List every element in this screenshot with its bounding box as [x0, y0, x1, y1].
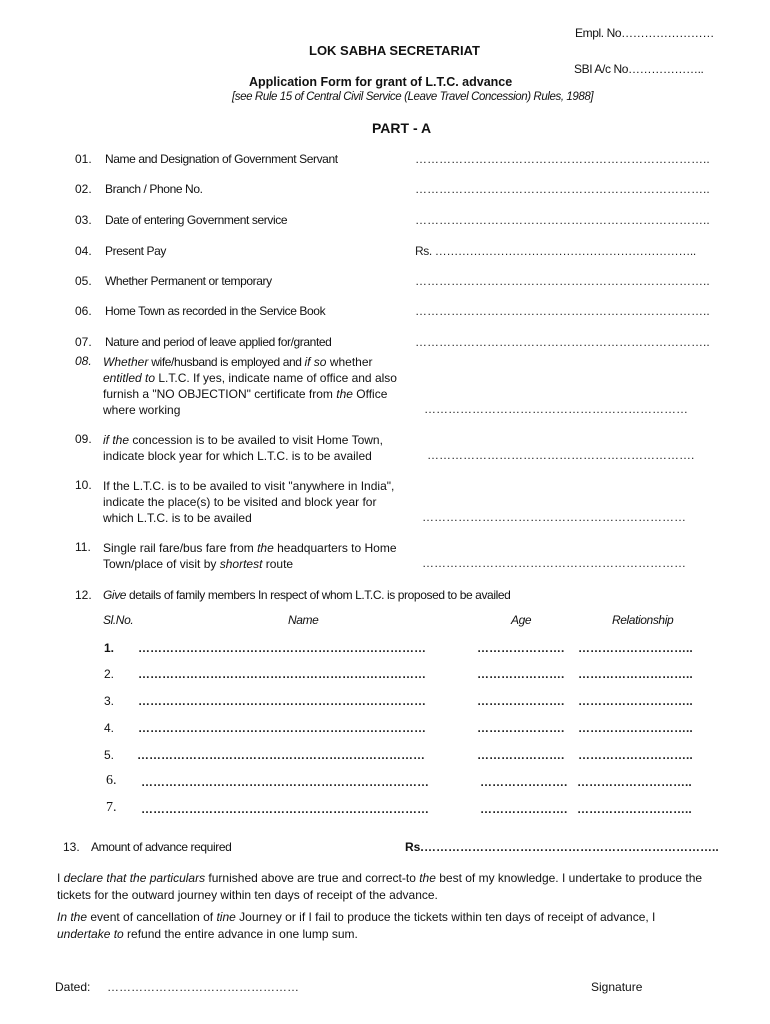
row-slno: 4. — [104, 721, 115, 735]
item-number: 10. — [75, 478, 92, 492]
item-label: Whether Permanent or temporary — [105, 274, 272, 288]
row-relationship-fill[interactable]: ……………………….. — [578, 748, 693, 762]
item-label: if the concession is to be availed to visit Home Town, indicate block year for which L.T.C. is to be availed — [103, 433, 383, 463]
item-fill-line[interactable]: ………………………………………………………… — [422, 556, 686, 570]
empl-no-field: Empl. No…………………… — [575, 26, 714, 40]
column-header-relationship: Relationship — [612, 613, 674, 627]
item-number: 12. — [75, 588, 92, 602]
sbi-account-field: SBI A/c No……………….. — [574, 62, 704, 76]
item-number: 01. — [75, 152, 92, 166]
item-number: 02. — [75, 182, 92, 196]
row-slno: 5. — [104, 748, 115, 762]
row-age-fill[interactable]: …………………. — [477, 721, 565, 735]
item-label: Date of entering Government service — [105, 213, 288, 227]
item-fill-line[interactable]: …………………………………………………………. — [427, 448, 695, 462]
row-name-fill[interactable]: ……………………………………………………………… — [138, 667, 426, 681]
row-name-fill[interactable]: ……………………………………………………………… — [141, 775, 429, 789]
form-title: Application Form for grant of L.T.C. advance — [249, 75, 513, 89]
item-fill-line[interactable]: ……………………………………………………………….. — [415, 304, 710, 318]
column-header-age: Age — [511, 613, 532, 627]
row-slno: 2. — [104, 667, 115, 681]
row-name-fill[interactable]: ……………………………………………………………… — [138, 641, 426, 655]
row-age-fill[interactable]: …………………. — [477, 641, 565, 655]
row-name-fill[interactable]: ……………………………………………………………… — [138, 694, 426, 708]
item-fill-line[interactable]: ………………………………………………………… — [424, 402, 688, 416]
signature-label: Signature — [591, 980, 643, 994]
organization-name: LOK SABHA SECRETARIAT — [309, 43, 480, 58]
declaration-paragraph: I declare that the particulars furnished above are true and correct-to the best of my knowledge. I undertake to produce the tickets for the outward journey within ten days of receipt of the advance. — [57, 871, 703, 902]
row-relationship-fill[interactable]: ……………………….. — [578, 641, 693, 655]
dated-label: Dated: — [55, 980, 91, 994]
dated-fill-line[interactable]: ………………………………………… — [107, 980, 299, 994]
item-number: 03. — [75, 213, 92, 227]
item-number: 11. — [75, 540, 91, 554]
item-label: Single rail fare/bus fare from the headquarters to Home Town/place of visit by shortest route — [103, 541, 397, 571]
item-number: 09. — [75, 432, 92, 446]
item-label: Name and Designation of Government Servant — [105, 152, 338, 166]
item-label: Give details of family members In respect of whom L.T.C. is proposed to be availed — [103, 588, 511, 602]
row-relationship-fill[interactable]: ……………………….. — [578, 694, 693, 708]
row-slno: 6. — [106, 773, 117, 788]
item-label: Branch / Phone No. — [105, 182, 203, 196]
amount-currency: Rs. — [405, 840, 424, 854]
column-header-name: Name — [288, 613, 319, 627]
row-age-fill[interactable]: …………………. — [480, 775, 568, 789]
rule-reference: [see Rule 15 of Central Civil Service (Leave Travel Concession) Rules, 1988] — [232, 91, 594, 103]
item-number: 13. — [63, 840, 80, 854]
item-fill-line[interactable]: ……………………………………………………………….. — [415, 182, 710, 196]
item-number: 05. — [75, 274, 92, 288]
item-fill-line[interactable]: ………………………………………………………… — [422, 510, 686, 524]
item-fill-line[interactable]: ……………………………………………………………….. — [415, 274, 710, 288]
row-relationship-fill[interactable]: ……………………….. — [577, 802, 692, 816]
item-fill-line[interactable]: ……………………………………………………………….. — [415, 213, 710, 227]
part-heading: PART - A — [372, 120, 432, 136]
row-slno: 1. — [104, 641, 115, 655]
undertaking-paragraph: In the event of cancellation of tine Journey or if I fail to produce the tickets within ten days of receipt of advance, I undertake to refund the entire advance in one lump sum. — [57, 910, 656, 941]
item-fill-line[interactable]: ……………………………………………………………….. — [415, 152, 710, 166]
item-label: Whether wife/husband is employed and if so whether entitled to L.T.C. If yes, indicate name of office and also furnish a "NO OBJECTION" certificate from the Office where working — [103, 355, 397, 417]
row-age-fill[interactable]: …………………. — [477, 694, 565, 708]
item-number: 04. — [75, 244, 92, 258]
row-age-fill[interactable]: …………………. — [480, 802, 568, 816]
row-relationship-fill[interactable]: ……………………….. — [578, 721, 693, 735]
row-relationship-fill[interactable]: ……………………….. — [577, 775, 692, 789]
row-name-fill[interactable]: ……………………………………………………………… — [138, 721, 426, 735]
item-label: Amount of advance required — [91, 840, 232, 854]
row-name-fill[interactable]: ……………………………………………………………… — [141, 802, 429, 816]
item-label: If the L.T.C. is to be availed to visit "anywhere in India", indicate the place(s) to be visited and block year for which L.T.C. is to be availed — [103, 479, 395, 525]
item-label: Nature and period of leave applied for/granted — [105, 335, 332, 349]
row-relationship-fill[interactable]: ……………………….. — [578, 667, 693, 681]
item-number: 07. — [75, 335, 92, 349]
item-number: 06. — [75, 304, 92, 318]
row-slno: 7. — [106, 800, 117, 815]
item-label: Present Pay — [105, 244, 166, 258]
row-age-fill[interactable]: …………………. — [477, 667, 565, 681]
row-age-fill[interactable]: …………………. — [477, 748, 565, 762]
item-fill-line[interactable]: ……………………………………………………………….. — [415, 335, 710, 349]
item-label: Home Town as recorded in the Service Book — [105, 304, 326, 318]
amount-fill-line[interactable]: ……………………………………………………………….. — [424, 840, 719, 854]
row-slno: 3. — [104, 694, 115, 708]
row-name-fill[interactable]: ……………………………………………………………… — [137, 748, 425, 762]
item-fill-line[interactable]: Rs. ………………………………………………………….. — [415, 244, 696, 258]
item-number: 08. — [75, 354, 92, 368]
column-header-slno: Sl.No. — [103, 613, 134, 627]
